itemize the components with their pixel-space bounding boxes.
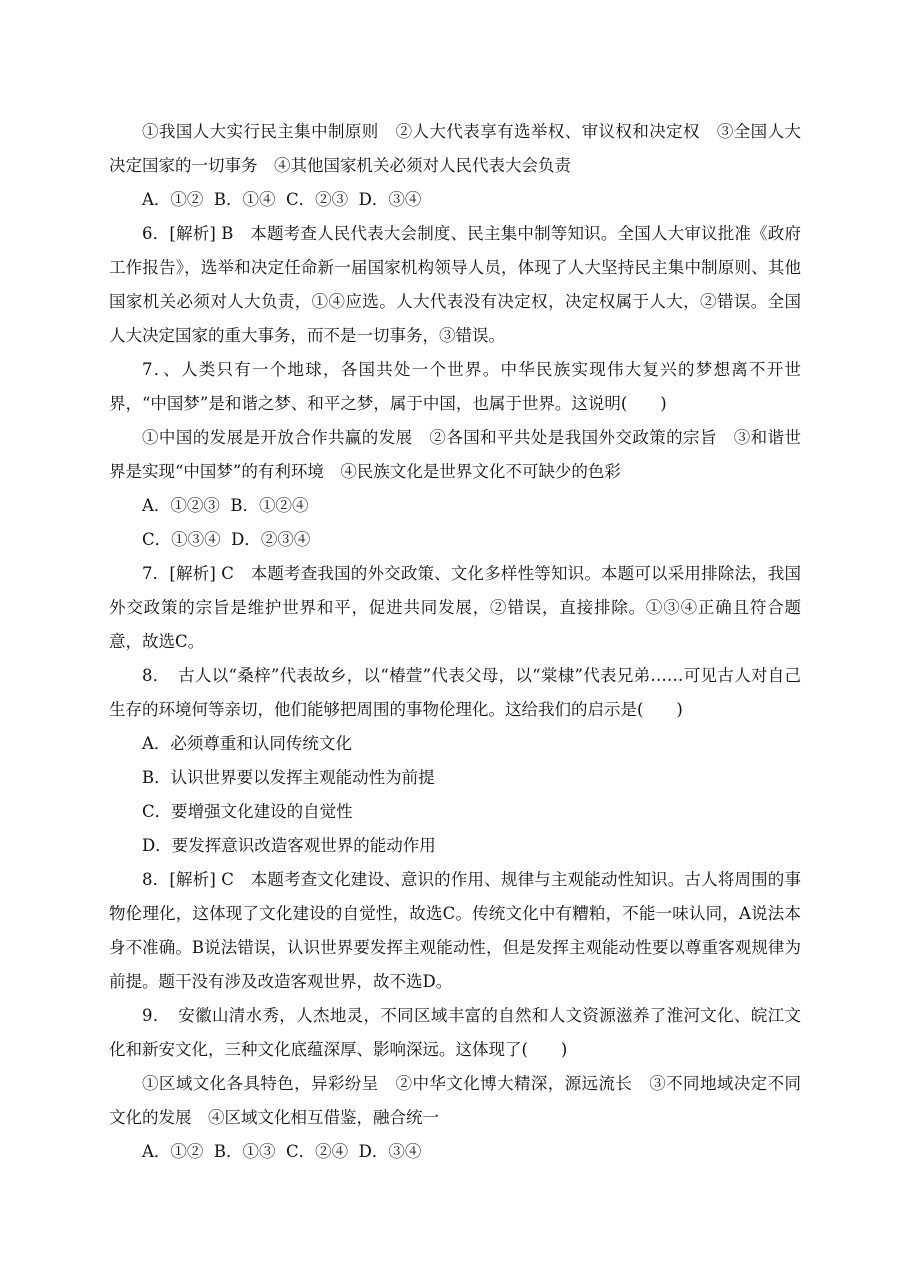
a7-analysis: 7．[解析] C 本题考查我国的外交政策、文化多样性等知识。本题可以采用排除法，我国外交政策的宗旨是维护世界和平，促进共同发展，②错误，直接排除。①③④正确且符合题意，故选C。 [109, 564, 801, 651]
q8-option-c: C．要增强文化建设的自觉性 [142, 802, 353, 821]
q7-stem: 7．、人类只有一个地球，各国共处一个世界。中华民族实现伟大复兴的梦想离不开世界，“中国梦”是和谐之梦、和平之梦，属于中国，也属于世界。这说明( ) [109, 360, 801, 413]
a8-analysis: 8．[解析] C 本题考查文化建设、意识的作用、规律与主观能动性知识。古人将周围的事物伦理化，这体现了文化建设的自觉性，故选C。传统文化中有糟粕，不能一味认同，A说法本身不准确。B说法错误，认识世界要发挥主观能动性，但是发挥主观能动性要以尊重客观规律为前提。题干没有涉及改造客观世界，故不选D。 [109, 870, 801, 991]
document-body [109, 115, 801, 1169]
q7-statements: ①中国的发展是开放合作共赢的发展 ②各国和平共处是我国外交政策的宗旨 ③和谐世界是实现“中国梦”的有利环境 ④民族文化是世界文化不可缺少的色彩 [109, 428, 801, 481]
a6-analysis: 6．[解析] B 本题考查人民代表大会制度、民主集中制等知识。全国人大审议批准《政府工作报告》，选举和决定任命新一届国家机构领导人员，体现了人大坚持民主集中制原则、其他国家机关必须对人大负责，①④应选。人大代表没有决定权，决定权属于人大，②错误。全国人大决定国家的重大事务，而不是一切事务，③错误。 [109, 224, 801, 345]
q8-stem: 8． 古人以“桑梓”代表故乡，以“椿萱”代表父母，以“棠棣”代表兄弟……可见古人对自己生存的环境何等亲切，他们能够把周围的事物伦理化。这给我们的启示是( ) [109, 666, 801, 719]
q8-option-b: B．认识世界要以发挥主观能动性为前提 [142, 768, 435, 787]
q9-options: A．①② B．①③ C．②④ D．③④ [142, 1142, 422, 1161]
q7-options-row2: C．①③④ D．②③④ [142, 530, 311, 549]
q8-option-d: D．要发挥意识改造客观世界的能动作用 [142, 836, 436, 855]
q9-stem: 9． 安徽山清水秀，人杰地灵，不同区域丰富的自然和人文资源滋养了淮河文化、皖江文化和新安文化，三种文化底蕴深厚、影响深远。这体现了( ) [109, 1006, 801, 1059]
q8-option-a: A．必须尊重和认同传统文化 [142, 734, 352, 753]
q7-options-row1: A．①②③ B．①②④ [142, 496, 309, 515]
q5-statements: ①我国人大实行民主集中制原则 ②人大代表享有选举权、审议权和决定权 ③全国人大决定国家的一切事务 ④其他国家机关必须对人民代表大会负责 [109, 122, 801, 175]
q9-statements: ①区域文化各具特色，异彩纷呈 ②中华文化博大精深，源远流长 ③不同地域决定不同文化的发展 ④区域文化相互借鉴，融合统一 [109, 1074, 801, 1127]
q5-options: A．①② B．①④ C．②③ D．③④ [142, 190, 422, 209]
